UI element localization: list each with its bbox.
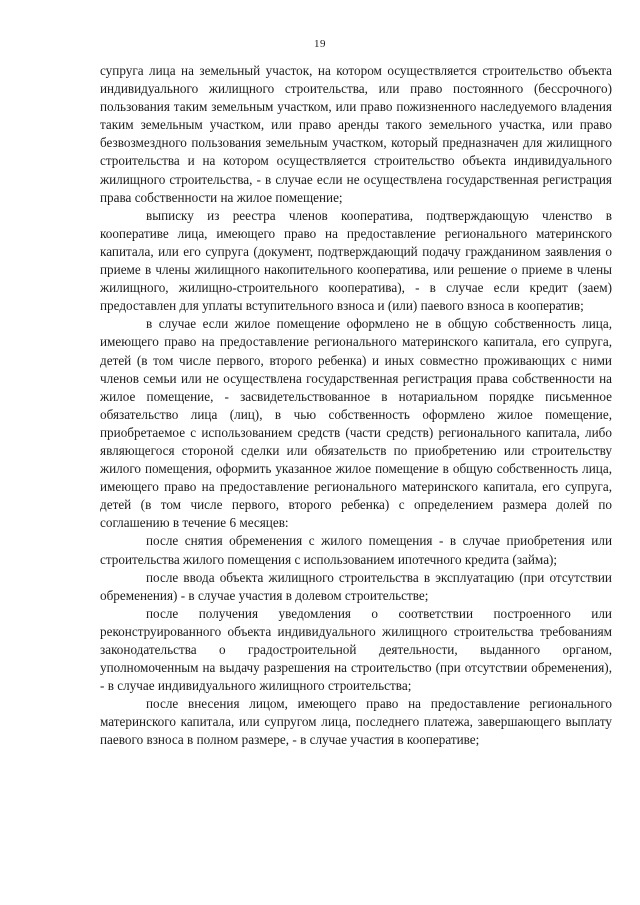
paragraph: после внесения лицом, имеющего право на предоставление регионального материнского капитала, или супругом лица, последнего платежа, завершающего выплату паевого взноса в полном размере, - в случае участия в кооперативе;	[100, 696, 612, 748]
body-text	[100, 62, 612, 750]
paragraph: после ввода объекта жилищного строительства в эксплуатацию (при отсутствии обременения) - в случае участия в долевом строительстве;	[100, 569, 612, 603]
paragraph: в случае если жилое помещение оформлено не в общую собственность лица, имеющего право на предоставление регионального материнского капитала, его супруга, детей (в том числе первого, второго ребенка) и иных совместно проживающих с ними членов семьи или не осуществлена государственная регистрация права собственности на жилое помещение, - засвидетельствованное в нотариальном порядке письменное обязательство лица (лиц), в чью собственность оформлено жилое помещение, приобретаемое с использованием средств (части средств) регионального капитала, либо являющегося стороной сделки или обязательств по приобретению или строительству жилого помещения, оформить указанное жилое помещение в общую собственность лица, имеющего право на предоставление регионального материнского капитала, его супруга, детей (в том числе первого, второго ребенка) с определением размера долей по соглашению в течение 6 месяцев:	[100, 316, 612, 531]
paragraph: выписку из реестра членов кооператива, подтверждающую членство в кооперативе лица, имеющего право на предоставление регионального материнского капитала, или его супруга (документ, подтверждающий подачу гражданином заявления о приеме в члены жилищного накопительного кооператива, или решение о приеме в члены жилищного, жилищно-строительного кооператива), - в случае если кредит (заем) предоставлен для уплаты вступительного взноса и (или) паевого взноса в кооператив;	[100, 207, 612, 314]
paragraph: супруга лица на земельный участок, на котором осуществляется строительство объекта индивидуального жилищного строительства, или право постоянного (бессрочного) пользования таким земельным участком, или право пожизненного наследуемого владения таким земельным участком, или право аренды такого земельного участка, или право безвозмездного пользования земельным участком, который предназначен для жилищного строительства и на котором осуществляется строительство объекта индивидуального жилищного строительства, - в случае если не осуществлена государственная регистрация права собственности на жилое помещение;	[100, 63, 612, 205]
page-number: 19	[314, 38, 326, 50]
paragraph: после получения уведомления о соответствии построенного или реконструированного объекта индивидуального жилищного строительства требованиям законодательства о градостроительной деятельности, выданного органом, уполномоченным на выдачу разрешения на строительство (при отсутствии обременения), - в случае индивидуального жилищного строительства;	[100, 605, 612, 694]
paragraph: после снятия обременения с жилого помещения - в случае приобретения или строительства жилого помещения с использованием ипотечного кредита (займа);	[100, 533, 612, 567]
